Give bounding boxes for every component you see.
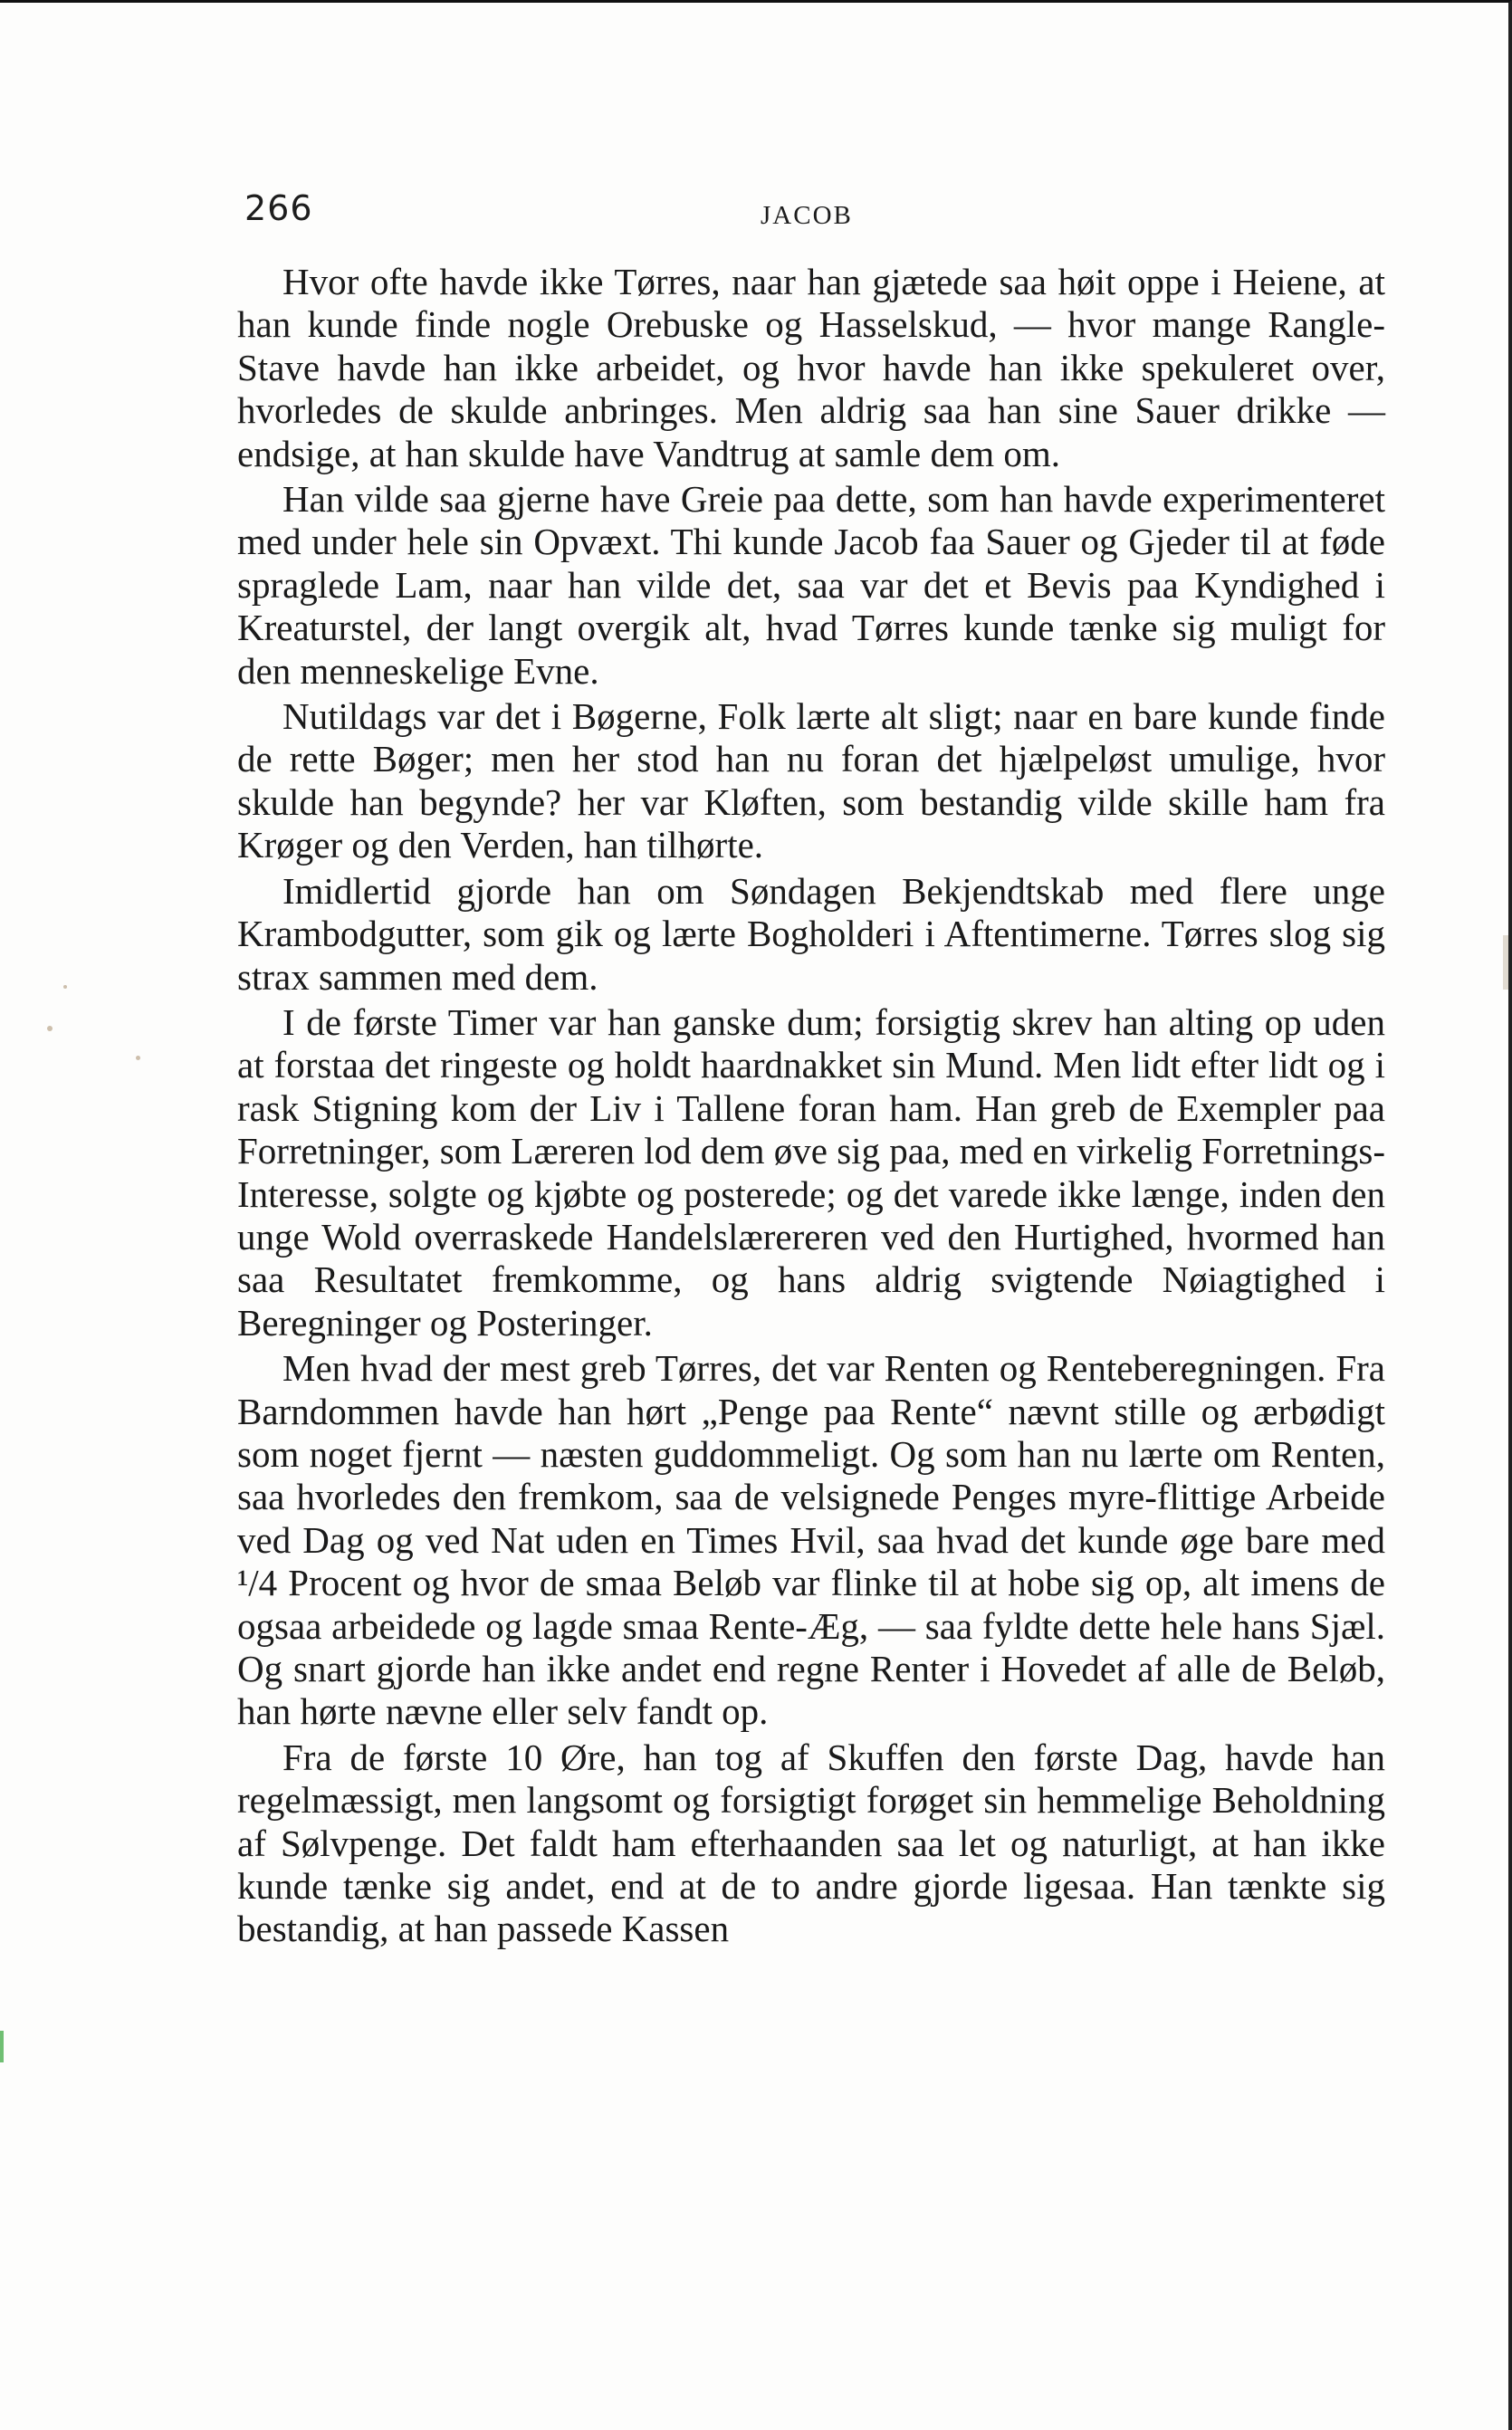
paragraph: Men hvad der mest greb Tørres, det var Renten og Renteberegningen. Fra Barndommen havde han hørt „Penge paa Rente“ nævnt stille og ærbødigt som noget fjernt — næsten guddommeligt. Og som han nu lærte om Renten, saa hvorledes den fremkom, saa de velsignede Penges myre-flittige Arbeide ved Dag og ved Nat uden en Times Hvil, saa hvad det kunde øge bare med ¹/4 Procent og hvor de smaa Beløb var flinke til at hobe sig op, alt imens de ogsaa arbeidede og lagde smaa Rente-Æg, — saa fyldte dette hele hans Sjæl. Og snart gjorde han ikke andet end regne Renter i Hovedet af alle de Beløb, han hørte nævne eller selv fandt op. [237, 1347, 1385, 1733]
page-edge-mark [0, 2031, 4, 2062]
page-number: 266 [244, 188, 313, 228]
paragraph: Hvor ofte havde ikke Tørres, naar han gjætede saa høit oppe i Heiene, at han kunde finde nogle Orebuske og Hasselskud, — hvor mange Rangle-Stave havde han ikke arbeidet, og hvor havde han ikke spekuleret over, hvorledes de skulde anbringes. Men aldrig saa han sine Sauer drikke — endsige, at han skulde have Vandtrug at samle dem om. [237, 261, 1385, 474]
paper-speck [136, 1056, 140, 1060]
body-text [237, 261, 1385, 1954]
page-edge-mark [1503, 935, 1508, 990]
running-title: JACOB [761, 201, 853, 230]
page-header [244, 188, 1385, 243]
paragraph: Han vilde saa gjerne have Greie paa dette, som han havde experimenteret med under hele sin Opvæxt. Thi kunde Jacob faa Sauer og Gjeder til at føde spraglede Lam, naar han vilde det, saa var det et Bevis paa Kyndighed i Kreaturstel, der langt overgik alt, hvad Tørres kunde tænke sig muligt for den menneskelige Evne. [237, 478, 1385, 692]
paragraph: Nutildags var det i Bøgerne, Folk lærte alt sligt; naar en bare kunde finde de rette Bøger; men her stod han nu foran det hjælpeløst umulige, hvor skulde han begynde? her var Kløften, som bestandig vilde skille ham fra Krøger og den Verden, han tilhørte. [237, 695, 1385, 866]
paper-speck [47, 1026, 53, 1031]
paragraph: Fra de første 10 Øre, han tog af Skuffen den første Dag, havde han regelmæssigt, men langsomt og forsigtigt forøget sin hemmelige Beholdning af Sølvpenge. Det faldt ham efterhaanden saa let og naturligt, at han ikke kunde tænke sig andet, end at de to andre gjorde ligesaa. Han tænkte sig bestandig, at han passede Kassen [237, 1736, 1385, 1950]
paragraph: I de første Timer var han ganske dum; forsigtig skrev han alting op uden at forstaa det ringeste og holdt haardnakket sin Mund. Men lidt efter lidt og i rask Stigning kom der Liv i Tallene foran ham. Han greb de Exempler paa Forretninger, som Læreren lod dem øve sig paa, med en virkelig Forretnings-Interesse, solgte og kjøbte og posterede; og det varede ikke længe, inden den unge Wold overraskede Handelslærereren ved den Hurtighed, hvormed han saa Resultatet fremkomme, og hans aldrig svigtende Nøiagtighed i Beregninger og Posteringer. [237, 1000, 1385, 1344]
paper-speck [63, 985, 67, 989]
paragraph: Imidlertid gjorde han om Søndagen Bekjendtskab med flere unge Krambodgutter, som gik og lærte Bogholderi i Aftentimerne. Tørres slog sig strax sammen med dem. [237, 869, 1385, 998]
